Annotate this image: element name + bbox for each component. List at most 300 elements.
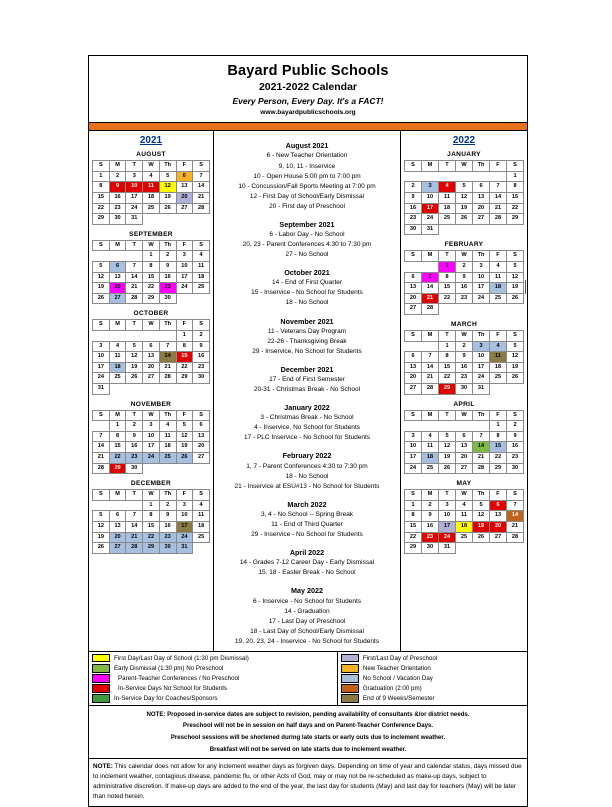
day-cell[interactable]: 9 xyxy=(109,182,126,193)
day-cell[interactable]: 6 xyxy=(405,272,422,283)
day-cell[interactable]: 25 xyxy=(193,283,210,294)
day-cell[interactable]: 16 xyxy=(109,193,126,204)
day-cell[interactable]: 5 xyxy=(126,341,143,352)
day-cell[interactable]: 11 xyxy=(456,511,473,522)
day-cell[interactable]: 12 xyxy=(507,272,524,283)
day-cell[interactable]: 23 xyxy=(405,214,422,225)
day-cell[interactable]: 10 xyxy=(126,182,143,193)
day-cell[interactable]: 4 xyxy=(193,500,210,511)
day-cell[interactable]: 19 xyxy=(159,193,176,204)
day-cell[interactable]: 27 xyxy=(109,293,126,304)
day-cell[interactable]: 22 xyxy=(439,373,456,384)
day-cell[interactable]: 14 xyxy=(193,182,210,193)
day-cell[interactable]: 5 xyxy=(473,500,490,511)
day-cell[interactable]: 4 xyxy=(193,251,210,262)
day-cell[interactable]: 30 xyxy=(126,463,143,474)
day-cell[interactable]: 7 xyxy=(126,511,143,522)
day-cell[interactable]: 23 xyxy=(159,283,176,294)
day-cell[interactable]: 21 xyxy=(126,283,143,294)
day-cell[interactable]: 20 xyxy=(456,452,473,463)
day-cell[interactable]: 1 xyxy=(93,171,110,182)
day-cell[interactable]: 18 xyxy=(439,203,456,214)
day-cell[interactable]: 6 xyxy=(109,511,126,522)
day-cell[interactable]: 18 xyxy=(193,521,210,532)
day-cell[interactable]: 25 xyxy=(490,373,507,384)
day-cell[interactable]: 28 xyxy=(126,293,143,304)
day-cell[interactable]: 25 xyxy=(143,203,160,214)
day-cell[interactable]: 7 xyxy=(93,431,110,442)
day-cell[interactable]: 15 xyxy=(507,193,524,204)
day-cell[interactable]: 28 xyxy=(507,532,524,543)
day-cell[interactable]: 11 xyxy=(490,272,507,283)
day-cell[interactable]: 7 xyxy=(507,500,524,511)
day-cell[interactable]: 16 xyxy=(193,352,210,363)
day-cell[interactable]: 11 xyxy=(159,431,176,442)
day-cell[interactable]: 5 xyxy=(93,511,110,522)
day-cell[interactable]: 30 xyxy=(109,214,126,225)
day-cell[interactable]: 10 xyxy=(405,442,422,453)
day-cell[interactable]: 23 xyxy=(507,452,524,463)
day-cell[interactable]: 15 xyxy=(176,352,193,363)
day-cell[interactable]: 2 xyxy=(456,262,473,273)
day-cell[interactable]: 10 xyxy=(439,511,456,522)
day-cell[interactable]: 27 xyxy=(109,543,126,554)
day-cell[interactable]: 13 xyxy=(193,431,210,442)
day-cell[interactable]: 26 xyxy=(507,293,524,304)
day-cell[interactable]: 15 xyxy=(490,442,507,453)
day-cell[interactable]: 5 xyxy=(507,341,524,352)
day-cell[interactable]: 5 xyxy=(456,182,473,193)
day-cell[interactable]: 29 xyxy=(143,293,160,304)
day-cell[interactable]: 8 xyxy=(439,272,456,283)
day-cell[interactable]: 27 xyxy=(143,373,160,384)
day-cell[interactable]: 11 xyxy=(143,182,160,193)
day-cell[interactable]: 22 xyxy=(405,532,422,543)
day-cell[interactable]: 20 xyxy=(176,193,193,204)
day-cell[interactable]: 27 xyxy=(176,203,193,214)
day-cell[interactable]: 26 xyxy=(93,293,110,304)
day-cell[interactable]: 16 xyxy=(159,272,176,283)
day-cell[interactable]: 3 xyxy=(176,500,193,511)
day-cell[interactable]: 8 xyxy=(507,182,524,193)
day-cell[interactable]: 13 xyxy=(473,193,490,204)
day-cell[interactable]: 24 xyxy=(126,203,143,214)
day-cell[interactable]: 12 xyxy=(473,511,490,522)
day-cell[interactable]: 17 xyxy=(143,442,160,453)
day-cell[interactable]: 8 xyxy=(490,431,507,442)
day-cell[interactable]: 21 xyxy=(193,193,210,204)
day-cell[interactable]: 23 xyxy=(456,293,473,304)
day-cell[interactable]: 28 xyxy=(126,543,143,554)
day-cell[interactable]: 11 xyxy=(422,442,439,453)
day-cell[interactable]: 2 xyxy=(159,500,176,511)
day-cell[interactable]: 13 xyxy=(405,283,422,294)
day-cell[interactable]: 9 xyxy=(422,511,439,522)
day-cell[interactable]: 21 xyxy=(93,452,110,463)
day-cell[interactable]: 22 xyxy=(490,452,507,463)
day-cell[interactable]: 28 xyxy=(473,463,490,474)
day-cell[interactable]: 9 xyxy=(126,431,143,442)
day-cell[interactable]: 6 xyxy=(456,431,473,442)
day-cell[interactable]: 11 xyxy=(193,262,210,273)
day-cell[interactable]: 16 xyxy=(507,442,524,453)
day-cell[interactable]: 9 xyxy=(456,272,473,283)
day-cell[interactable]: 24 xyxy=(176,532,193,543)
day-cell[interactable]: 12 xyxy=(159,182,176,193)
day-cell[interactable]: 26 xyxy=(473,532,490,543)
day-cell[interactable]: 15 xyxy=(439,283,456,294)
day-cell[interactable]: 8 xyxy=(143,262,160,273)
day-cell[interactable]: 21 xyxy=(422,293,439,304)
day-cell[interactable]: 22 xyxy=(176,362,193,373)
day-cell[interactable]: 31 xyxy=(93,383,110,394)
day-cell[interactable]: 12 xyxy=(456,193,473,204)
day-cell[interactable]: 20 xyxy=(143,362,160,373)
day-cell[interactable]: 17 xyxy=(439,521,456,532)
day-cell[interactable]: 2 xyxy=(422,500,439,511)
day-cell[interactable]: 4 xyxy=(456,500,473,511)
day-cell[interactable]: 1 xyxy=(405,500,422,511)
day-cell[interactable]: 5 xyxy=(93,262,110,273)
day-cell[interactable]: 28 xyxy=(193,203,210,214)
day-cell[interactable]: 16 xyxy=(456,362,473,373)
day-cell[interactable]: 19 xyxy=(93,532,110,543)
day-cell[interactable]: 2 xyxy=(456,341,473,352)
day-cell[interactable]: 15 xyxy=(93,193,110,204)
day-cell[interactable]: 5 xyxy=(176,421,193,432)
day-cell[interactable]: 11 xyxy=(439,193,456,204)
day-cell[interactable]: 7 xyxy=(473,431,490,442)
day-cell[interactable]: 4 xyxy=(490,262,507,273)
day-cell[interactable]: 25 xyxy=(159,452,176,463)
day-cell[interactable]: 17 xyxy=(405,452,422,463)
day-cell[interactable]: 18 xyxy=(193,272,210,283)
day-cell[interactable]: 20 xyxy=(473,203,490,214)
day-cell[interactable]: 29 xyxy=(176,373,193,384)
day-cell[interactable]: 5 xyxy=(507,262,524,273)
day-cell[interactable]: 3 xyxy=(405,431,422,442)
day-cell[interactable]: 13 xyxy=(143,352,160,363)
day-cell[interactable]: 10 xyxy=(93,352,110,363)
day-cell[interactable]: 27 xyxy=(405,304,422,315)
day-cell[interactable]: 8 xyxy=(143,511,160,522)
day-cell[interactable]: 14 xyxy=(93,442,110,453)
day-cell[interactable]: 17 xyxy=(176,521,193,532)
day-cell[interactable]: 30 xyxy=(405,224,422,235)
day-cell[interactable]: 10 xyxy=(473,352,490,363)
day-cell[interactable]: 25 xyxy=(456,532,473,543)
day-cell[interactable]: 27 xyxy=(473,214,490,225)
day-cell[interactable]: 24 xyxy=(93,373,110,384)
day-cell[interactable]: 22 xyxy=(143,532,160,543)
day-cell[interactable]: 28 xyxy=(93,463,110,474)
day-cell[interactable]: 2 xyxy=(507,421,524,432)
day-cell[interactable]: 8 xyxy=(405,511,422,522)
day-cell[interactable]: 1 xyxy=(490,421,507,432)
day-cell[interactable]: 11 xyxy=(193,511,210,522)
day-cell[interactable]: 29 xyxy=(507,214,524,225)
day-cell[interactable]: 3 xyxy=(93,341,110,352)
day-cell[interactable]: 24 xyxy=(473,293,490,304)
day-cell[interactable]: 17 xyxy=(176,272,193,283)
day-cell[interactable]: 14 xyxy=(490,193,507,204)
day-cell[interactable]: 4 xyxy=(109,341,126,352)
day-cell[interactable]: 29 xyxy=(405,543,422,554)
day-cell[interactable]: 5 xyxy=(439,431,456,442)
day-cell[interactable]: 5 xyxy=(159,171,176,182)
day-cell[interactable]: 2 xyxy=(193,331,210,342)
day-cell[interactable]: 3 xyxy=(126,171,143,182)
day-cell[interactable]: 19 xyxy=(126,362,143,373)
day-cell[interactable]: 22 xyxy=(93,203,110,214)
day-cell[interactable]: 19 xyxy=(439,452,456,463)
day-cell[interactable]: 6 xyxy=(473,182,490,193)
day-cell[interactable]: 8 xyxy=(176,341,193,352)
day-cell[interactable]: 19 xyxy=(176,442,193,453)
day-cell[interactable]: 27 xyxy=(456,463,473,474)
day-cell[interactable]: 1 xyxy=(439,262,456,273)
day-cell[interactable]: 18 xyxy=(490,283,507,294)
day-cell[interactable]: 21 xyxy=(490,203,507,214)
day-cell[interactable]: 28 xyxy=(422,304,439,315)
day-cell[interactable]: 12 xyxy=(176,431,193,442)
day-cell[interactable]: 7 xyxy=(193,171,210,182)
day-cell[interactable]: 11 xyxy=(109,352,126,363)
day-cell[interactable]: 14 xyxy=(159,352,176,363)
day-cell[interactable]: 16 xyxy=(422,521,439,532)
day-cell[interactable]: 30 xyxy=(422,543,439,554)
day-cell[interactable]: 15 xyxy=(109,442,126,453)
day-cell[interactable]: 21 xyxy=(422,373,439,384)
day-cell[interactable]: 24 xyxy=(439,532,456,543)
day-cell[interactable]: 6 xyxy=(109,262,126,273)
day-cell[interactable]: 7 xyxy=(422,272,439,283)
day-cell[interactable]: 19 xyxy=(507,283,524,294)
day-cell[interactable]: 25 xyxy=(439,214,456,225)
day-cell[interactable]: 16 xyxy=(405,203,422,214)
day-cell[interactable]: 12 xyxy=(93,521,110,532)
day-cell[interactable]: 10 xyxy=(422,193,439,204)
day-cell[interactable]: 16 xyxy=(159,521,176,532)
day-cell[interactable]: 26 xyxy=(176,452,193,463)
day-cell[interactable]: 3 xyxy=(473,341,490,352)
day-cell[interactable]: 23 xyxy=(109,203,126,214)
day-cell[interactable]: 23 xyxy=(126,452,143,463)
day-cell[interactable]: 29 xyxy=(93,214,110,225)
day-cell[interactable]: 25 xyxy=(109,373,126,384)
day-cell[interactable]: 12 xyxy=(93,272,110,283)
day-cell[interactable]: 29 xyxy=(143,543,160,554)
day-cell[interactable]: 12 xyxy=(507,352,524,363)
day-cell[interactable]: 22 xyxy=(109,452,126,463)
day-cell[interactable]: 22 xyxy=(143,283,160,294)
day-cell[interactable]: 9 xyxy=(159,262,176,273)
day-cell[interactable]: 14 xyxy=(126,521,143,532)
day-cell[interactable]: 29 xyxy=(490,463,507,474)
day-cell[interactable]: 27 xyxy=(193,452,210,463)
day-cell[interactable]: 25 xyxy=(193,532,210,543)
day-cell[interactable]: 26 xyxy=(126,373,143,384)
day-cell[interactable]: 14 xyxy=(473,442,490,453)
day-cell[interactable]: 28 xyxy=(159,373,176,384)
day-cell[interactable]: 27 xyxy=(405,383,422,394)
day-cell[interactable]: 30 xyxy=(456,383,473,394)
day-cell[interactable]: 17 xyxy=(422,203,439,214)
day-cell[interactable]: 9 xyxy=(193,341,210,352)
day-cell[interactable]: 28 xyxy=(422,383,439,394)
day-cell[interactable]: 24 xyxy=(422,214,439,225)
day-cell[interactable]: 2 xyxy=(405,182,422,193)
day-cell[interactable]: 10 xyxy=(473,272,490,283)
day-cell[interactable]: 29 xyxy=(439,383,456,394)
day-cell[interactable]: 2 xyxy=(159,251,176,262)
day-cell[interactable]: 21 xyxy=(159,362,176,373)
day-cell[interactable]: 15 xyxy=(143,272,160,283)
day-cell[interactable]: 24 xyxy=(405,463,422,474)
day-cell[interactable]: 23 xyxy=(193,362,210,373)
day-cell[interactable]: 3 xyxy=(439,500,456,511)
day-cell[interactable]: 30 xyxy=(159,293,176,304)
day-cell[interactable]: 7 xyxy=(159,341,176,352)
day-cell[interactable]: 13 xyxy=(109,272,126,283)
day-cell[interactable]: 26 xyxy=(456,214,473,225)
day-cell[interactable]: 18 xyxy=(143,193,160,204)
day-cell[interactable]: 18 xyxy=(109,362,126,373)
day-cell[interactable]: 25 xyxy=(422,463,439,474)
day-cell[interactable]: 4 xyxy=(159,421,176,432)
day-cell[interactable]: 20 xyxy=(109,532,126,543)
day-cell[interactable]: 6 xyxy=(405,352,422,363)
day-cell[interactable]: 7 xyxy=(490,182,507,193)
day-cell[interactable]: 6 xyxy=(193,421,210,432)
day-cell[interactable]: 25 xyxy=(490,293,507,304)
day-cell[interactable]: 2 xyxy=(109,171,126,182)
day-cell[interactable]: 30 xyxy=(507,463,524,474)
day-cell[interactable]: 1 xyxy=(176,331,193,342)
day-cell[interactable]: 6 xyxy=(176,171,193,182)
day-cell[interactable]: 31 xyxy=(473,383,490,394)
day-cell[interactable]: 18 xyxy=(422,452,439,463)
day-cell[interactable]: 16 xyxy=(456,283,473,294)
day-cell[interactable]: 9 xyxy=(456,352,473,363)
day-cell[interactable]: 17 xyxy=(473,283,490,294)
day-cell[interactable]: 7 xyxy=(422,352,439,363)
day-cell[interactable]: 9 xyxy=(507,431,524,442)
day-cell[interactable]: 19 xyxy=(456,203,473,214)
day-cell[interactable]: 14 xyxy=(422,283,439,294)
day-cell[interactable]: 1 xyxy=(439,341,456,352)
day-cell[interactable]: 20 xyxy=(109,283,126,294)
day-cell[interactable]: 3 xyxy=(422,182,439,193)
day-cell[interactable]: 21 xyxy=(126,532,143,543)
day-cell[interactable]: 30 xyxy=(159,543,176,554)
day-cell[interactable]: 23 xyxy=(456,373,473,384)
day-cell[interactable]: 26 xyxy=(159,203,176,214)
day-cell[interactable]: 22 xyxy=(439,293,456,304)
day-cell[interactable]: 3 xyxy=(473,262,490,273)
day-cell[interactable]: 4 xyxy=(143,171,160,182)
day-cell[interactable]: 14 xyxy=(507,511,524,522)
day-cell[interactable]: 20 xyxy=(405,373,422,384)
day-cell[interactable]: 31 xyxy=(126,214,143,225)
day-cell[interactable]: 30 xyxy=(193,373,210,384)
day-cell[interactable]: 20 xyxy=(490,521,507,532)
day-cell[interactable]: 24 xyxy=(176,283,193,294)
day-cell[interactable]: 17 xyxy=(93,362,110,373)
day-cell[interactable]: 15 xyxy=(143,521,160,532)
day-cell[interactable]: 19 xyxy=(473,521,490,532)
day-cell[interactable]: 2 xyxy=(126,421,143,432)
day-cell[interactable]: 13 xyxy=(456,442,473,453)
day-cell[interactable]: 31 xyxy=(176,543,193,554)
day-cell[interactable]: 3 xyxy=(176,251,193,262)
day-cell[interactable]: 24 xyxy=(143,452,160,463)
day-cell[interactable]: 10 xyxy=(176,262,193,273)
day-cell[interactable]: 8 xyxy=(109,431,126,442)
day-cell[interactable]: 20 xyxy=(405,293,422,304)
day-cell[interactable]: 20 xyxy=(193,442,210,453)
day-cell[interactable]: 13 xyxy=(490,511,507,522)
day-cell[interactable]: 9 xyxy=(405,193,422,204)
day-cell[interactable]: 14 xyxy=(126,272,143,283)
day-cell[interactable]: 26 xyxy=(439,463,456,474)
day-cell[interactable]: 11 xyxy=(490,352,507,363)
day-cell[interactable]: 7 xyxy=(126,262,143,273)
day-cell[interactable]: 15 xyxy=(439,362,456,373)
day-cell[interactable]: 26 xyxy=(93,543,110,554)
day-cell[interactable]: 13 xyxy=(176,182,193,193)
day-cell[interactable]: 3 xyxy=(143,421,160,432)
day-cell[interactable]: 21 xyxy=(473,452,490,463)
day-cell[interactable]: 21 xyxy=(507,521,524,532)
day-cell[interactable]: 23 xyxy=(422,532,439,543)
day-cell[interactable]: 31 xyxy=(439,543,456,554)
day-cell[interactable]: 4 xyxy=(422,431,439,442)
day-cell[interactable]: 22 xyxy=(507,203,524,214)
day-cell[interactable]: 1 xyxy=(507,171,524,182)
day-cell[interactable]: 13 xyxy=(405,362,422,373)
day-cell[interactable]: 18 xyxy=(490,362,507,373)
day-cell[interactable]: 15 xyxy=(405,521,422,532)
day-cell[interactable]: 12 xyxy=(439,442,456,453)
day-cell[interactable]: 6 xyxy=(143,341,160,352)
day-cell[interactable]: 12 xyxy=(126,352,143,363)
day-cell[interactable]: 1 xyxy=(143,500,160,511)
day-cell[interactable]: 26 xyxy=(507,373,524,384)
day-cell[interactable]: 28 xyxy=(490,214,507,225)
day-cell[interactable]: 1 xyxy=(143,251,160,262)
day-cell[interactable]: 19 xyxy=(507,362,524,373)
day-cell[interactable]: 10 xyxy=(143,431,160,442)
day-cell[interactable]: 9 xyxy=(159,511,176,522)
day-cell[interactable]: 17 xyxy=(473,362,490,373)
day-cell[interactable]: 27 xyxy=(490,532,507,543)
day-cell[interactable]: 4 xyxy=(490,341,507,352)
day-cell[interactable]: 29 xyxy=(109,463,126,474)
day-cell[interactable]: 10 xyxy=(176,511,193,522)
day-cell[interactable]: 18 xyxy=(159,442,176,453)
day-cell[interactable]: 4 xyxy=(439,182,456,193)
day-cell[interactable]: 1 xyxy=(109,421,126,432)
day-cell[interactable]: 17 xyxy=(126,193,143,204)
day-cell[interactable]: 18 xyxy=(456,521,473,532)
day-cell[interactable]: 6 xyxy=(490,500,507,511)
day-cell[interactable]: 31 xyxy=(422,224,439,235)
day-cell[interactable]: 19 xyxy=(93,283,110,294)
day-cell[interactable]: 13 xyxy=(109,521,126,532)
day-cell[interactable]: 23 xyxy=(159,532,176,543)
day-cell[interactable]: 14 xyxy=(422,362,439,373)
